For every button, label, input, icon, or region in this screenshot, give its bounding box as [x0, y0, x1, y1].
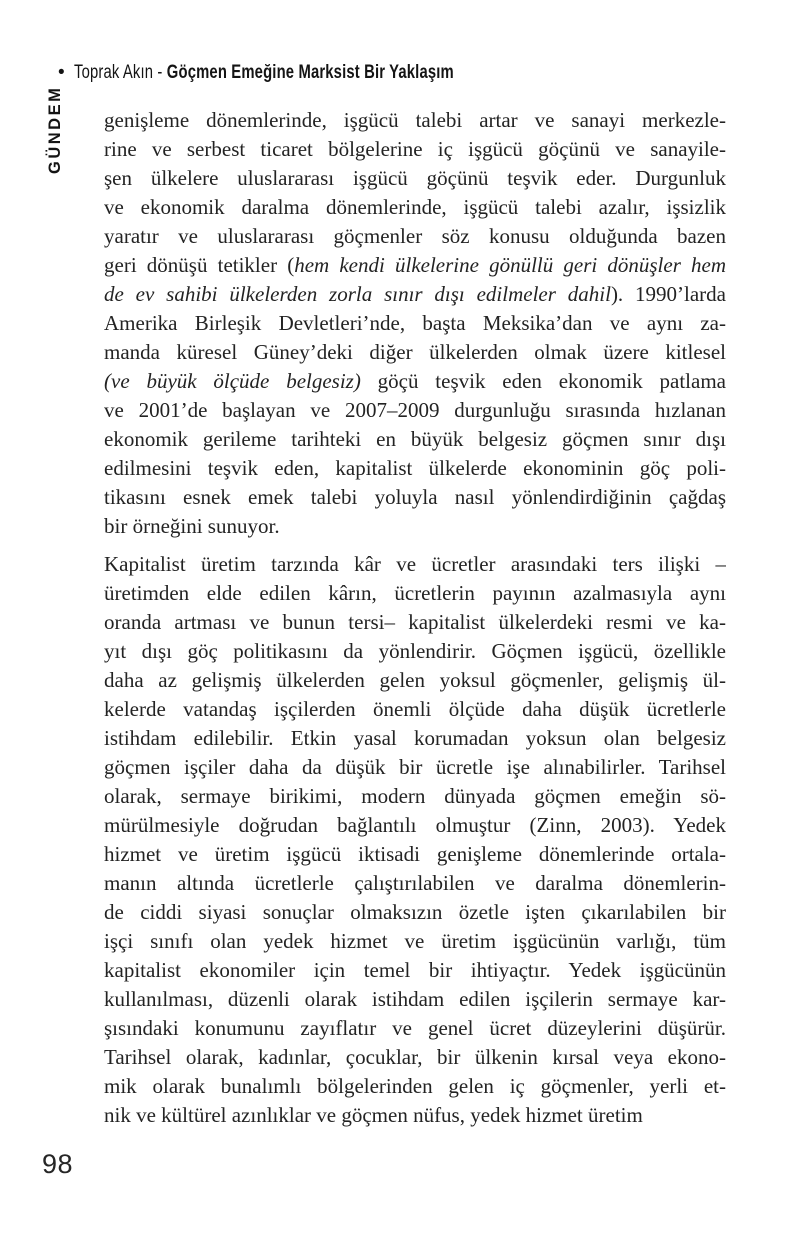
text-segment: işçi sınıfı olan yedek hizmet ve üretim işgücünün varlığı, tüm [104, 929, 726, 953]
text-line [104, 782, 726, 811]
text-segment: kelerde vatandaş işçilerden önemli ölçüde daha düşük ücretlerle [104, 697, 726, 721]
text-line [104, 985, 726, 1014]
text-segment: yaratır ve uluslararası göçmenler söz konusu olduğunda bazen [104, 224, 726, 248]
text-segment: göçü teşvik eden ekonomik patlama [360, 369, 726, 393]
text-segment: olarak, sermaye birikimi, modern dünyada göçmen emeğin sö- [104, 784, 726, 808]
text-segment: kullanılması, düzenli olarak istihdam edilen işçilerin sermaye kar- [104, 987, 726, 1011]
text-segment: rine ve serbest ticaret bölgelerine iç işgücü göçünü ve sanayile- [104, 137, 726, 161]
text-segment: oranda artması ve bunun tersi– kapitalist ülkelerdeki resmi ve ka- [104, 610, 726, 634]
text-line [104, 898, 726, 927]
text-segment: Amerika Birleşik Devletleri’nde, başta Meksika’dan ve aynı za- [104, 311, 726, 335]
text-segment: istihdam edilebilir. Etkin yasal korumadan yoksun olan belgesiz [104, 726, 726, 750]
text-segment: şısındaki konumunu zayıflatır ve genel ücret düzeylerini düşürür. [104, 1016, 726, 1040]
header-separator: - [152, 62, 167, 83]
text-line [104, 425, 726, 454]
text-line [104, 193, 726, 222]
text-line [104, 956, 726, 985]
text-line [104, 840, 726, 869]
running-header-text [74, 62, 454, 84]
text-line [104, 512, 726, 541]
text-line [104, 1014, 726, 1043]
text-line [104, 1072, 726, 1101]
text-segment: mürülmesiyle doğrudan bağlantılı olmuştur (Zinn, 2003). Yedek [104, 813, 726, 837]
text-line [104, 666, 726, 695]
text-line [104, 1101, 726, 1130]
paragraph [104, 106, 726, 541]
text-segment: ekonomik gerileme tarihteki en büyük belgesiz göçmen sınır dışı [104, 427, 726, 451]
text-segment: manın altında ücretlerle çalıştırılabilen ve daralma dönemlerin- [104, 871, 726, 895]
text-segment: manda küresel Güney’deki diğer ülkelerden olmak üzere kitlesel [104, 340, 726, 364]
text-line [104, 927, 726, 956]
text-segment: ve 2001’de başlayan ve 2007–2009 durgunluğu sırasında hızlanan [104, 398, 726, 422]
text-segment: genişleme dönemlerinde, işgücü talebi artar ve sanayi merkezle- [104, 108, 726, 132]
text-line [104, 1043, 726, 1072]
text-line [104, 106, 726, 135]
text-segment: edilmesini teşvik eden, kapitalist ülkelerde ekonominin göç poli- [104, 456, 726, 480]
text-line [104, 869, 726, 898]
text-segment: ). 1990’larda [610, 282, 726, 306]
author-name: Toprak Akın [73, 62, 153, 83]
text-segment: de ciddi siyasi sonuçlar olmaksızın özetle işten çıkarılabilen bir [104, 900, 726, 924]
text-line [104, 396, 726, 425]
text-line [104, 637, 726, 666]
text-line [104, 483, 726, 512]
text-segment: nik ve kültürel azınlıklar ve göçmen nüfus, yedek hizmet üretim [104, 1103, 643, 1127]
text-segment: bir örneğini sunuyor. [104, 514, 280, 538]
text-segment: ve ekonomik daralma dönemlerinde, işgücü talebi azalır, işsizlik [104, 195, 726, 219]
running-header [58, 62, 561, 84]
text-segment: Tarihsel olarak, kadınlar, çocuklar, bir ülkenin kırsal veya ekono- [104, 1045, 726, 1069]
page-number: 98 [42, 1149, 74, 1179]
text-segment: üretimden elde edilen kârın, ücretlerin payının azalmasıyla aynı [104, 581, 726, 605]
text-line [104, 222, 726, 251]
text-segment: göçmen işçiler daha da düşük bir ücretle işe alınabilirler. Tarihsel [104, 755, 726, 779]
section-label-vertical: GÜNDEM [46, 85, 64, 174]
italic-text-segment: hem kendi ülkelerine gönüllü geri dönüşler hem [294, 253, 726, 277]
text-line [104, 579, 726, 608]
text-line [104, 550, 726, 579]
text-segment: daha az gelişmiş ülkelerden gelen yoksul göçmenler, gelişmiş ül- [104, 668, 726, 692]
text-segment: mik olarak bunalımlı bölgelerinden gelen iç göçmenler, yerli et- [104, 1074, 726, 1098]
chapter-title: Göçmen Emeğine Marksist Bir Yaklaşım [166, 62, 454, 83]
italic-text-segment: (ve büyük ölçüde belgesiz) [104, 369, 361, 393]
text-line [104, 280, 726, 309]
text-line [104, 811, 726, 840]
text-line [104, 695, 726, 724]
text-segment: Kapitalist üretim tarzında kâr ve ücretler arasındaki ters ilişki – [104, 552, 726, 576]
paragraph [104, 550, 726, 1130]
text-line [104, 251, 726, 280]
text-line [104, 608, 726, 637]
text-line [104, 367, 726, 396]
text-line [104, 135, 726, 164]
text-line [104, 454, 726, 483]
text-line [104, 724, 726, 753]
text-line [104, 309, 726, 338]
text-segment: yıt dışı göç politikasını da yönlendirir. Göçmen işgücü, özellikle [104, 639, 726, 663]
text-line [104, 753, 726, 782]
italic-text-segment: de ev sahibi ülkelerden zorla sınır dışı edilmeler dahil [104, 282, 611, 306]
text-segment: hizmet ve üretim işgücü iktisadi genişleme dönemlerinde ortala- [104, 842, 726, 866]
text-line [104, 338, 726, 367]
body-text [104, 106, 726, 1130]
text-segment: geri dönüşü tetikler ( [104, 253, 295, 277]
bullet-icon: • [58, 62, 65, 83]
text-segment: tikasını esnek emek talebi yoluyla nasıl yönlendirdiğinin çağdaş [104, 485, 726, 509]
text-line [104, 164, 726, 193]
text-segment: şen ülkelere uluslararası işgücü göçünü teşvik eder. Durgunluk [104, 166, 726, 190]
text-segment: kapitalist ekonomiler için temel bir ihtiyaçtır. Yedek işgücünün [104, 958, 726, 982]
